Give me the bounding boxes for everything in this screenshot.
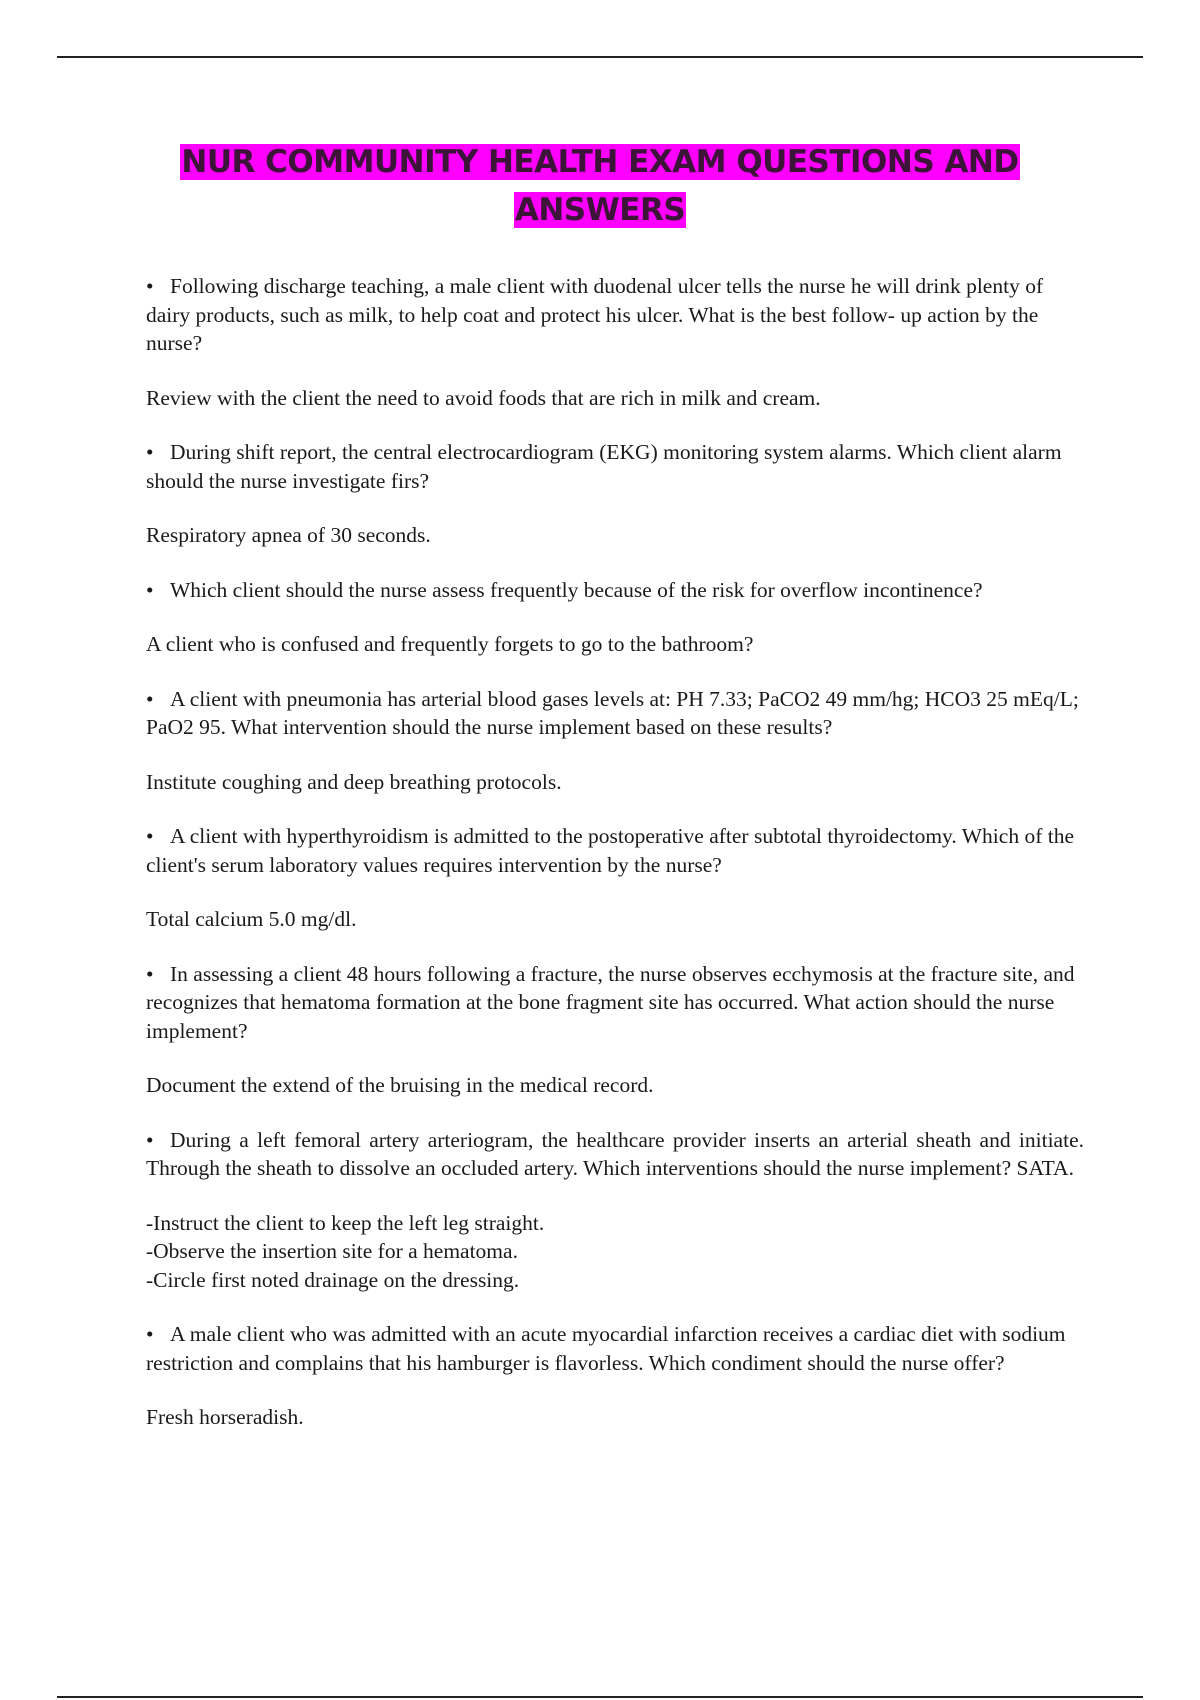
answer-text: Respiratory apnea of 30 seconds. [146, 523, 431, 547]
question-text: A male client who was admitted with an acute myocardial infarction receives a cardiac diet with sodium restriction and complains that his hamburger is flavorless. Which condiment should the nurse offer? [146, 1322, 1066, 1375]
answer-text: -Instruct the client to keep the left leg straight. [146, 1210, 545, 1235]
top-rule [57, 56, 1143, 58]
question-item [146, 272, 1084, 358]
answer-item [146, 521, 1084, 550]
question-text: A client with pneumonia has arterial blood gases levels at: PH 7.33; PaCO2 49 mm/hg; HCO3 25 mEq/L; PaO2 95. What intervention should the nurse implement based on these results? [146, 686, 1079, 739]
question-text: During shift report, the central electrocardiogram (EKG) monitoring system alarms. Which client alarm should the nurse investigate firs? [146, 440, 1062, 493]
answer-text: -Circle first noted drainage on the dressing. [146, 1267, 520, 1292]
question-text: Following discharge teaching, a male client with duodenal ulcer tells the nurse he will drink plenty of dairy products, such as milk, to help coat and protect his ulcer. What is the best follow- up action by the nurse? [146, 274, 1044, 355]
qa-list [146, 272, 1084, 1458]
bullet-marker: • [146, 824, 154, 848]
question-text: Which client should the nurse assess frequently because of the risk for overflow incontinence? [170, 577, 983, 602]
answer-item [146, 905, 1084, 934]
question-text: During a left femoral artery arteriogram, the healthcare provider inserts an arterial sheath and initiate. Through the sheath to dissolve an occluded artery. Which interventions should the nurse implement? SATA. [146, 1127, 1084, 1180]
bullet-marker: • [146, 440, 154, 464]
answer-text: Document the extend of the bruising in the medical record. [146, 1073, 654, 1097]
answer-text: Institute coughing and deep breathing protocols. [146, 769, 562, 794]
question-item [146, 822, 1084, 879]
answer-item [146, 1071, 1084, 1100]
document-title [0, 138, 1200, 234]
answer-text: Fresh horseradish. [146, 1405, 304, 1429]
answer-item [146, 1209, 1084, 1295]
bullet-marker: • [146, 961, 154, 986]
bullet-marker: • [146, 686, 154, 711]
bullet-marker: • [146, 274, 154, 298]
question-text: A client with hyperthyroidism is admitted to the postoperative after subtotal thyroidectomy. Which of the client's serum laboratory values requires intervention by the nurse? [146, 824, 1074, 877]
answer-text: -Observe the insertion site for a hematoma. [146, 1239, 518, 1263]
bullet-marker: • [146, 1127, 154, 1152]
answer-text: A client who is confused and frequently forgets to go to the bathroom? [146, 632, 754, 656]
question-item [146, 1320, 1084, 1377]
answer-item [146, 630, 1084, 659]
bullet-marker: • [146, 577, 154, 602]
answer-item [146, 1403, 1084, 1432]
question-item [146, 685, 1084, 742]
answer-text: Total calcium 5.0 mg/dl. [146, 907, 357, 931]
question-item [146, 576, 1084, 605]
title-line-1: NUR COMMUNITY HEALTH EXAM QUESTIONS AND [181, 144, 1019, 180]
question-item [146, 960, 1084, 1046]
answer-item [146, 768, 1084, 797]
question-item [146, 438, 1084, 495]
answer-item [146, 384, 1084, 413]
bottom-rule [57, 1696, 1143, 1698]
answer-text: Review with the client the need to avoid foods that are rich in milk and cream. [146, 385, 821, 410]
question-item [146, 1126, 1084, 1183]
bullet-marker: • [146, 1322, 154, 1346]
question-text: In assessing a client 48 hours following a fracture, the nurse observes ecchymosis at the fracture site, and recognizes that hematoma formation at the bone fragment site has occurred. What action should the nurse implement? [146, 961, 1075, 1043]
title-line-2: ANSWERS [514, 192, 686, 228]
